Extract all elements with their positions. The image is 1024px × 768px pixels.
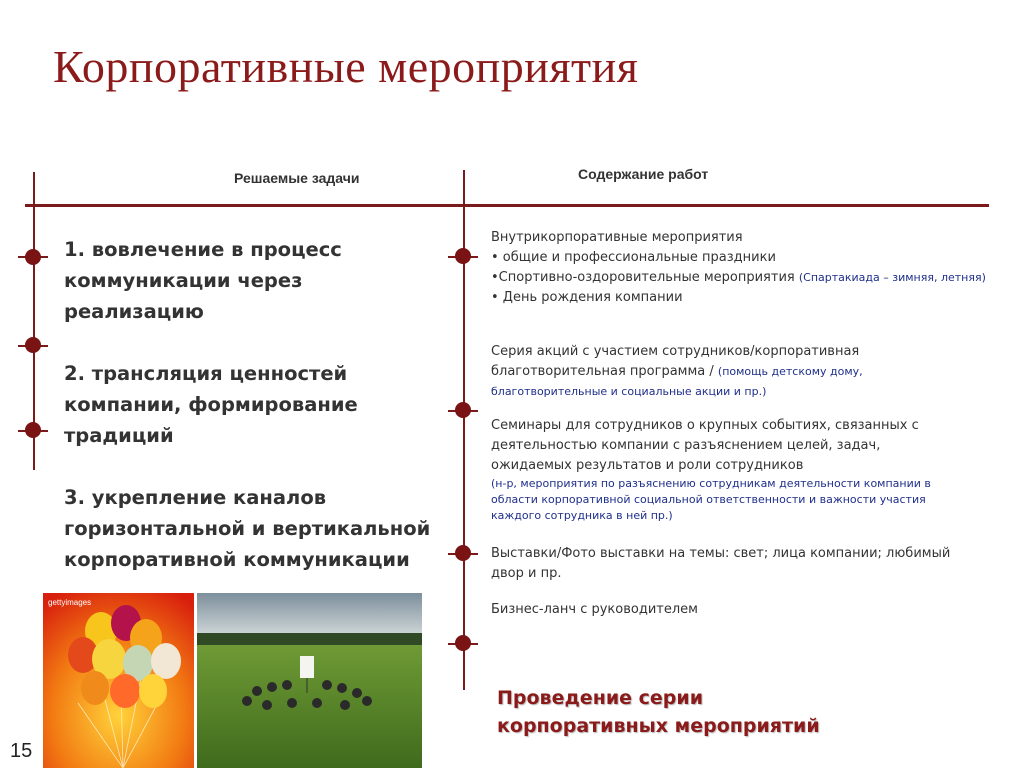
work-charity (491, 342, 911, 402)
slide-title: Корпоративные мероприятия (53, 41, 639, 92)
slide-number: 15 (10, 740, 33, 762)
work-item: • День рождения компании (491, 290, 683, 305)
caption-line: корпоративных мероприятий (497, 715, 820, 737)
work-note: (помощь детскому дому, благотворительные и социальные акции и пр.) (491, 365, 863, 398)
balloons-image (43, 593, 194, 768)
work-item-text: •Спортивно-оздоровительные мероприятия (491, 270, 799, 285)
left-column-header: Решаемые задачи (234, 170, 360, 186)
work-item (491, 268, 991, 288)
tasks-list (64, 234, 444, 575)
timeline-dot (455, 545, 471, 561)
work-seminars (491, 416, 961, 524)
work-note: (н-р, мероприятия по разъяснению сотрудникам деятельности компании в области корпоративной социальной ответственности и важности участия каждого сотрудника в ней пр.) (491, 477, 931, 522)
caption-line: Проведение серии (497, 687, 704, 709)
timeline-dot (455, 248, 471, 264)
work-text: Семинары для сотрудников о крупных событиях, связанных с деятельностью компании с разъяснением целей, задач, ожидаемых результатов и роли сотрудников (491, 418, 919, 473)
timeline-dot (455, 635, 471, 651)
task-item: 1. вовлечение в процесс коммуникации через реализацию (64, 238, 342, 323)
work-internal-events (491, 228, 991, 308)
timeline-dot (455, 402, 471, 418)
bottom-caption (497, 684, 820, 740)
work-exhibitions: Выставки/Фото выставки на темы: свет; лица компании; любимый двор и пр. (491, 546, 951, 581)
timeline-dot (25, 337, 41, 353)
work-item: • общие и профессиональные праздники (491, 250, 776, 265)
work-heading: Внутрикорпоративные мероприятия (491, 230, 743, 245)
header-divider-line (25, 204, 989, 207)
task-item: 3. укрепление каналов горизонтальной и вертикальной корпоративной коммуникации (64, 486, 431, 571)
work-text: Серия акций с участием сотрудников/корпоративная благотворительная программа / (491, 344, 860, 379)
right-column-header: Содержание работ (578, 166, 709, 182)
field-meeting-image (197, 593, 422, 768)
getty-watermark: gettyimages (48, 598, 92, 607)
work-lunch: Бизнес-ланч с руководителем (491, 602, 698, 617)
timeline-dot (25, 422, 41, 438)
task-item: 2. трансляция ценностей компании, формирование традиций (64, 362, 358, 447)
timeline-dot (25, 249, 41, 265)
work-item-note: (Спартакиада – зимняя, летняя) (798, 271, 986, 284)
